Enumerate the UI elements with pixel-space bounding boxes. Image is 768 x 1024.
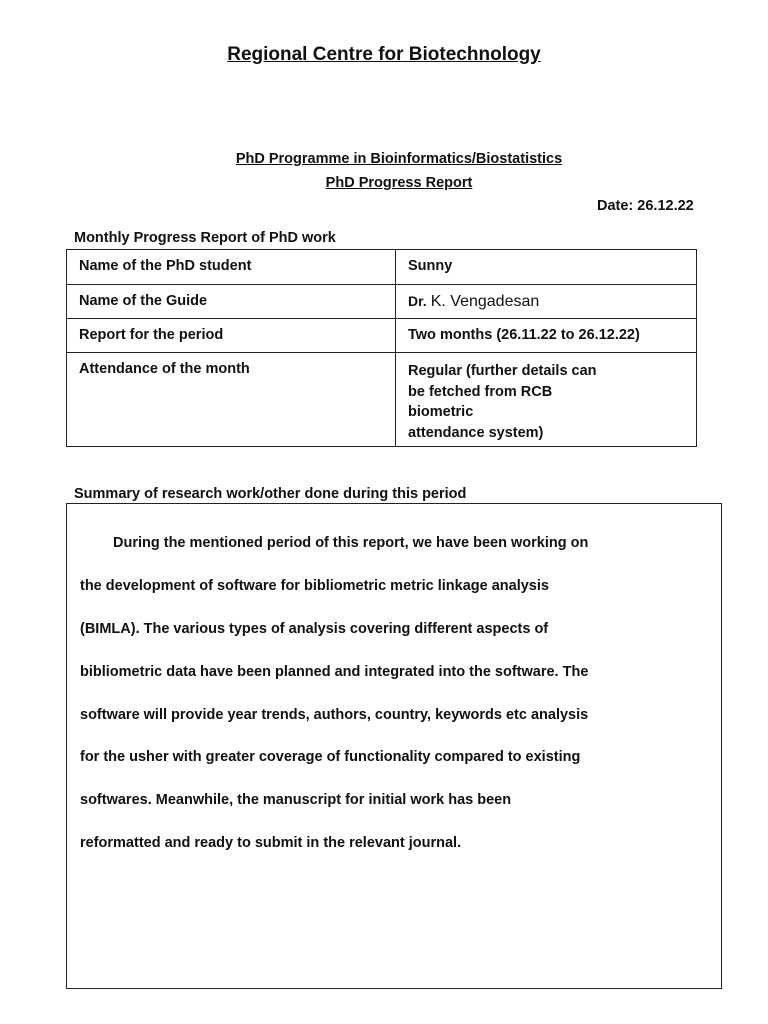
attendance-line: biometric: [408, 404, 474, 420]
summary-line: reformatted and ready to submit in the relevant journal.: [80, 835, 462, 851]
summary-line: software will provide year trends, authors, country, keywords etc analysis: [80, 707, 589, 723]
row-label: Report for the period: [67, 319, 396, 353]
table-row: [67, 285, 697, 319]
programme-title: PhD Programme in Bioinformatics/Biostatistics: [235, 151, 563, 167]
student-name-value: Sunny: [396, 250, 697, 285]
guide-name: K. Vengadesan: [430, 293, 540, 310]
attendance-line: be fetched from RCB: [408, 383, 553, 400]
table-row: [67, 353, 697, 447]
attendance-value: [396, 353, 697, 447]
row-label: Name of the PhD student: [67, 250, 396, 285]
table-row: [67, 250, 697, 285]
summary-line: the development of software for bibliometric metric linkage analysis: [80, 578, 549, 594]
summary-line: (BIMLA). The various types of analysis covering different aspects of: [80, 621, 549, 637]
summary-box: [66, 503, 722, 989]
summary-line: During the mentioned period of this report, we have been working on: [113, 535, 589, 551]
progress-section-heading: Monthly Progress Report of PhD work: [74, 230, 336, 246]
summary-line: for the usher with greater coverage of functionality compared to existing: [80, 749, 581, 765]
row-label: Name of the Guide: [67, 285, 396, 319]
guide-prefix: Dr.: [408, 293, 427, 309]
report-date: Date: 26.12.22: [597, 198, 694, 214]
attendance-line: Regular (further details can: [408, 363, 597, 379]
institution-title: Regional Centre for Biotechnology: [227, 44, 541, 65]
table-row: [67, 319, 697, 353]
row-label: Attendance of the month: [67, 353, 396, 447]
report-title: PhD Progress Report: [325, 175, 473, 191]
summary-line: bibliometric data have been planned and integrated into the software. The: [80, 664, 589, 680]
attendance-line: attendance system): [408, 424, 544, 441]
summary-section-heading: Summary of research work/other done during this period: [74, 486, 467, 502]
report-period-value: Two months (26.11.22 to 26.12.22): [396, 319, 697, 353]
summary-line: softwares. Meanwhile, the manuscript for initial work has been: [80, 792, 512, 808]
guide-name-value: [396, 285, 697, 319]
progress-info-table: [66, 249, 697, 447]
